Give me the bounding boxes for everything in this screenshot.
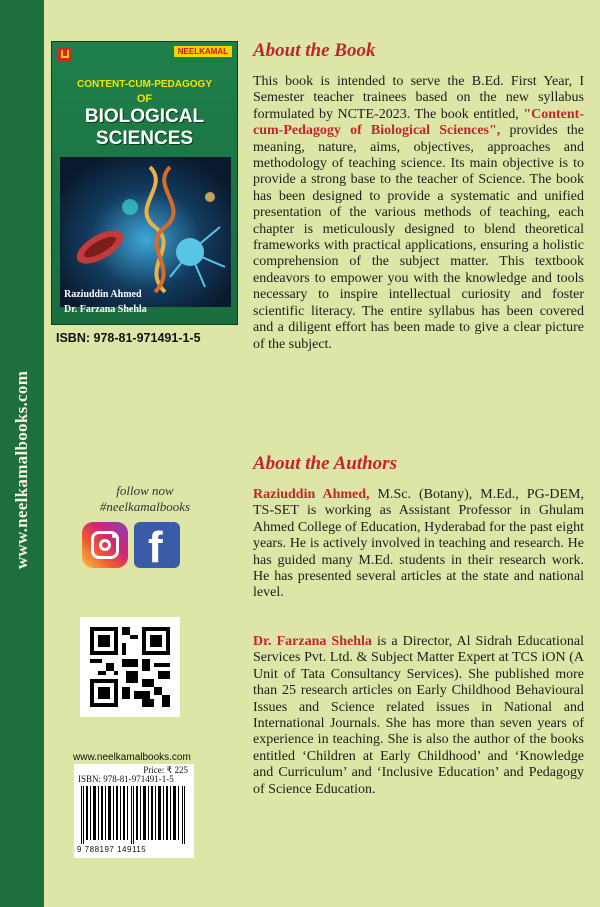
cover-title-line2: OF (136, 93, 153, 105)
price-label: Price: ₹ 225 (143, 765, 188, 775)
barcode-isbn: ISBN: 978-81-971491-1-5 (78, 774, 174, 784)
publisher-logo-icon (58, 47, 72, 61)
cover-title-line3: BIOLOGICAL (84, 106, 205, 127)
book-title-highlight: "Content-cum-Pedagogy of Biological Sciences", (253, 106, 584, 139)
author2-name: Dr. Farzana Shehla (253, 634, 372, 649)
spine-website: www.neelkamalbooks.com (12, 370, 31, 570)
about-book-text-after: provides the meaning, nature, aims, objectives, approaches and methodology of teaching science. Its main objective is to provide a strong base to the teacher of Science. The book has been designed to provide a systematic and unified presentation of the various methods of teaching, each chapter is meticulously designed to blend theoretical frameworks with practical applications, ensuring a holistic comprehension of the subject matter. This textbook endeavors to empower you with the knowledge and tools necessary to inspire intellectual curiosity and foster scientific literacy. The entire syllabus has been covered and a diligent effort has been made to give a clear picture of the subject. (253, 123, 584, 352)
about-book-text-before: This book is intended to serve the B.Ed. First Year, I Semester teacher trainees based on the new syllabus formulated by NCTE-2023. The book entitled, (253, 74, 584, 122)
barcode-bars (79, 786, 189, 844)
cover-author-1: Raziuddin Ahmed (64, 289, 142, 300)
barcode-website: www.neelkamalbooks.com (73, 752, 191, 763)
cover-title-line1: CONTENT-CUM-PEDAGOGY (77, 79, 212, 90)
isbn-label: ISBN: 978-81-971491-1-5 (56, 331, 201, 345)
barcode-box (74, 764, 194, 858)
cover-author-2: Dr. Farzana Shehla (64, 304, 147, 315)
cover-title-line4: SCIENCES (95, 128, 194, 149)
cover-artwork (60, 157, 231, 307)
instagram-icon[interactable] (82, 522, 128, 568)
book-cover-thumbnail (52, 42, 237, 324)
about-authors-heading: About the Authors (253, 453, 397, 474)
author2-bio (253, 634, 584, 798)
follow-block (85, 483, 205, 515)
about-book-heading: About the Book (253, 40, 376, 61)
facebook-icon[interactable]: f (134, 522, 180, 568)
barcode-digits: 9 788197 149115 (77, 845, 147, 854)
cover-brand: NEELKAMAL (174, 46, 232, 57)
follow-text: follow now (116, 483, 174, 498)
author2-text: is a Director, Al Sidrah Educational Services Pvt. Ltd. & Subject Matter Expert at TCS iON (A Unit of Tata Consultancy Services). She published more than 25 research articles on Early Childhood Behavioural Issues and Science related issues in National and International Journals. She has more than seven years of experience in teaching. She is also the author of the books entitled ‘Children at Early Childhood’ and ‘Knowledge and Curriculum’ and ‘Inclusive Education’ and Pedagogy of Science Education. (253, 634, 584, 797)
qr-code (80, 617, 180, 717)
author1-text: M.Sc. (Botany), M.Ed., PG-DEM, TS-SET is working as Assistant Professor in Ghulam Ahmed College of Education, Hyderabad for the past eight years. He is actively involved in teaching and research. He has guided many M.Ed. students in their research work. He has presented several articles at the state and national level. (253, 487, 584, 601)
about-book-text (253, 74, 584, 353)
hashtag-text: #neelkamalbooks (99, 499, 191, 514)
author1-bio (253, 487, 584, 602)
author1-name: Raziuddin Ahmed, (253, 487, 370, 502)
